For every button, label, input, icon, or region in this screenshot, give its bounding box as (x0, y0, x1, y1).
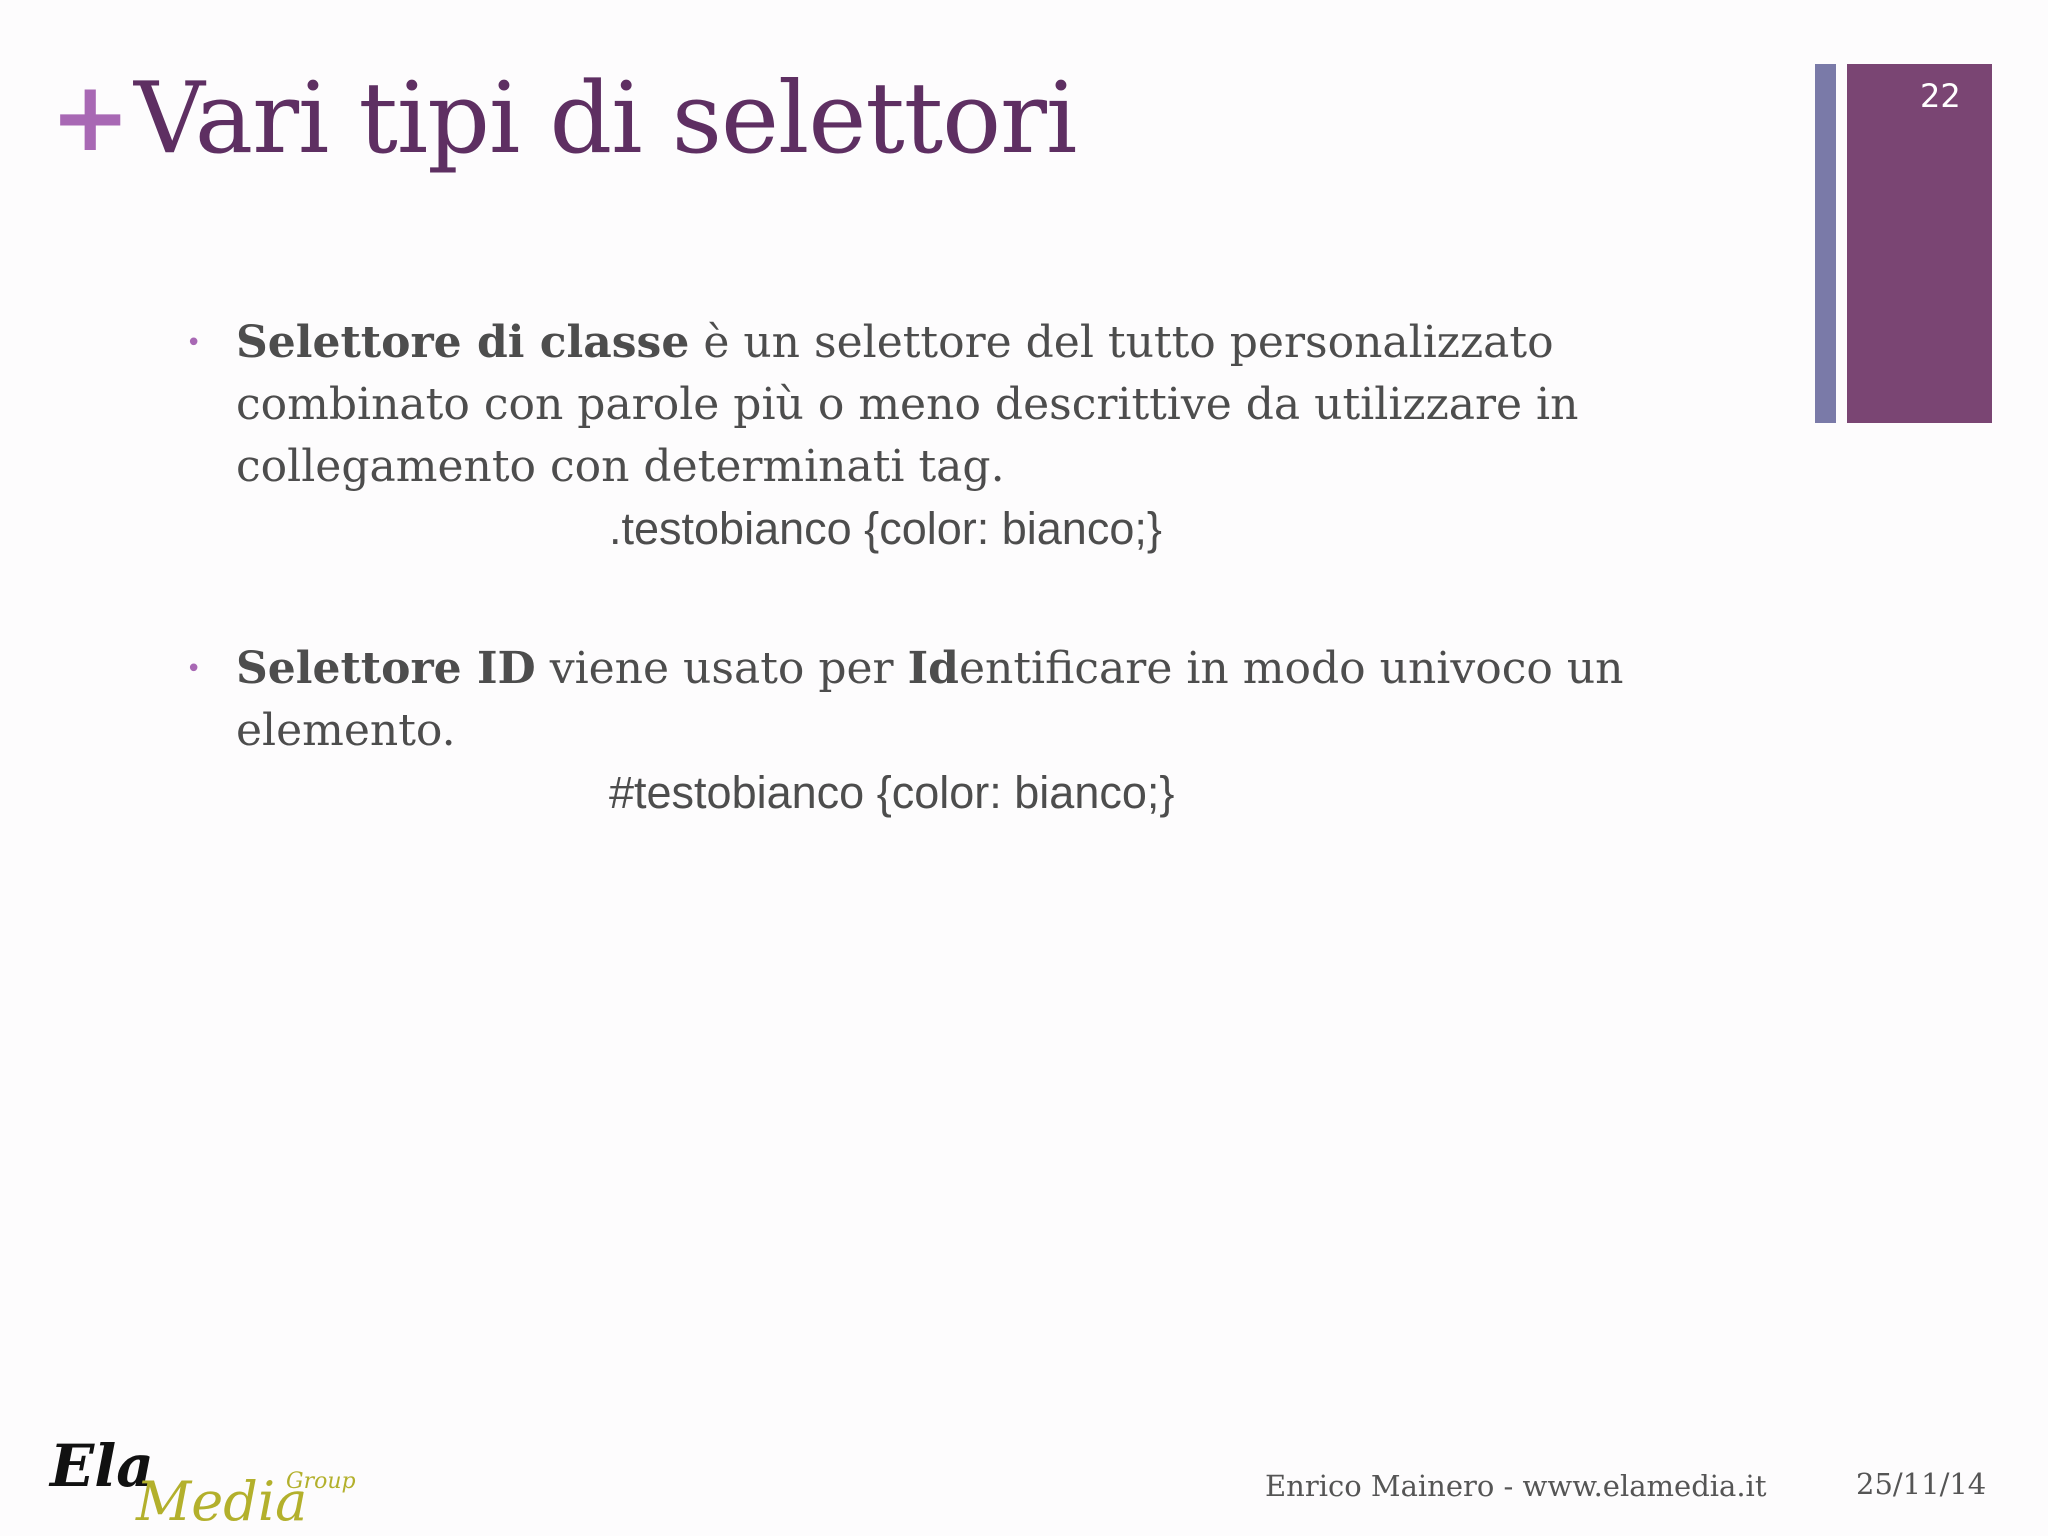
logo-word-group: Group (286, 1469, 356, 1494)
accent-bar-wide (1847, 64, 1992, 423)
bullet-text (236, 312, 1698, 498)
code-example-id: #testobianco {color: bianco;} (609, 767, 1175, 818)
code-example-class: .testobianco {color: bianco;} (609, 503, 1162, 554)
bullet-text (236, 638, 1698, 762)
footer-author: Enrico Mainero - www.elamedia.it (1265, 1469, 1767, 1503)
accent-bar-thin (1815, 64, 1836, 423)
bullet-dot-icon: • (186, 654, 202, 684)
bullet-bold-lead: Selettore ID (236, 643, 536, 694)
bullet-body: è un selettore del tutto personalizzato combinato con parole più o meno descrittive da utilizzare in collegamento con determinati tag. (236, 317, 1579, 492)
footer-date: 25/11/14 (1856, 1467, 1987, 1501)
bullet-item-id-selector (178, 638, 1698, 824)
logo-word-ela: Ela (50, 1432, 154, 1500)
slide-content (178, 312, 1698, 824)
bullet-dot-icon: • (186, 328, 202, 358)
plus-icon: + (50, 61, 131, 173)
slide-title: Vari tipi di selettori (134, 62, 1077, 176)
page-number: 22 (1920, 77, 1961, 115)
bullet-body: viene usato per (535, 643, 908, 694)
bullet-body-end: entificare in modo univoco un elemento. (236, 643, 1624, 756)
elamedia-logo (48, 1428, 368, 1528)
bullet-bold-lead: Selettore di classe (236, 317, 690, 368)
logo-word-media: Media (136, 1470, 308, 1528)
bullet-bold-inline: Id (907, 643, 959, 694)
bullet-item-class-selector (178, 312, 1698, 560)
